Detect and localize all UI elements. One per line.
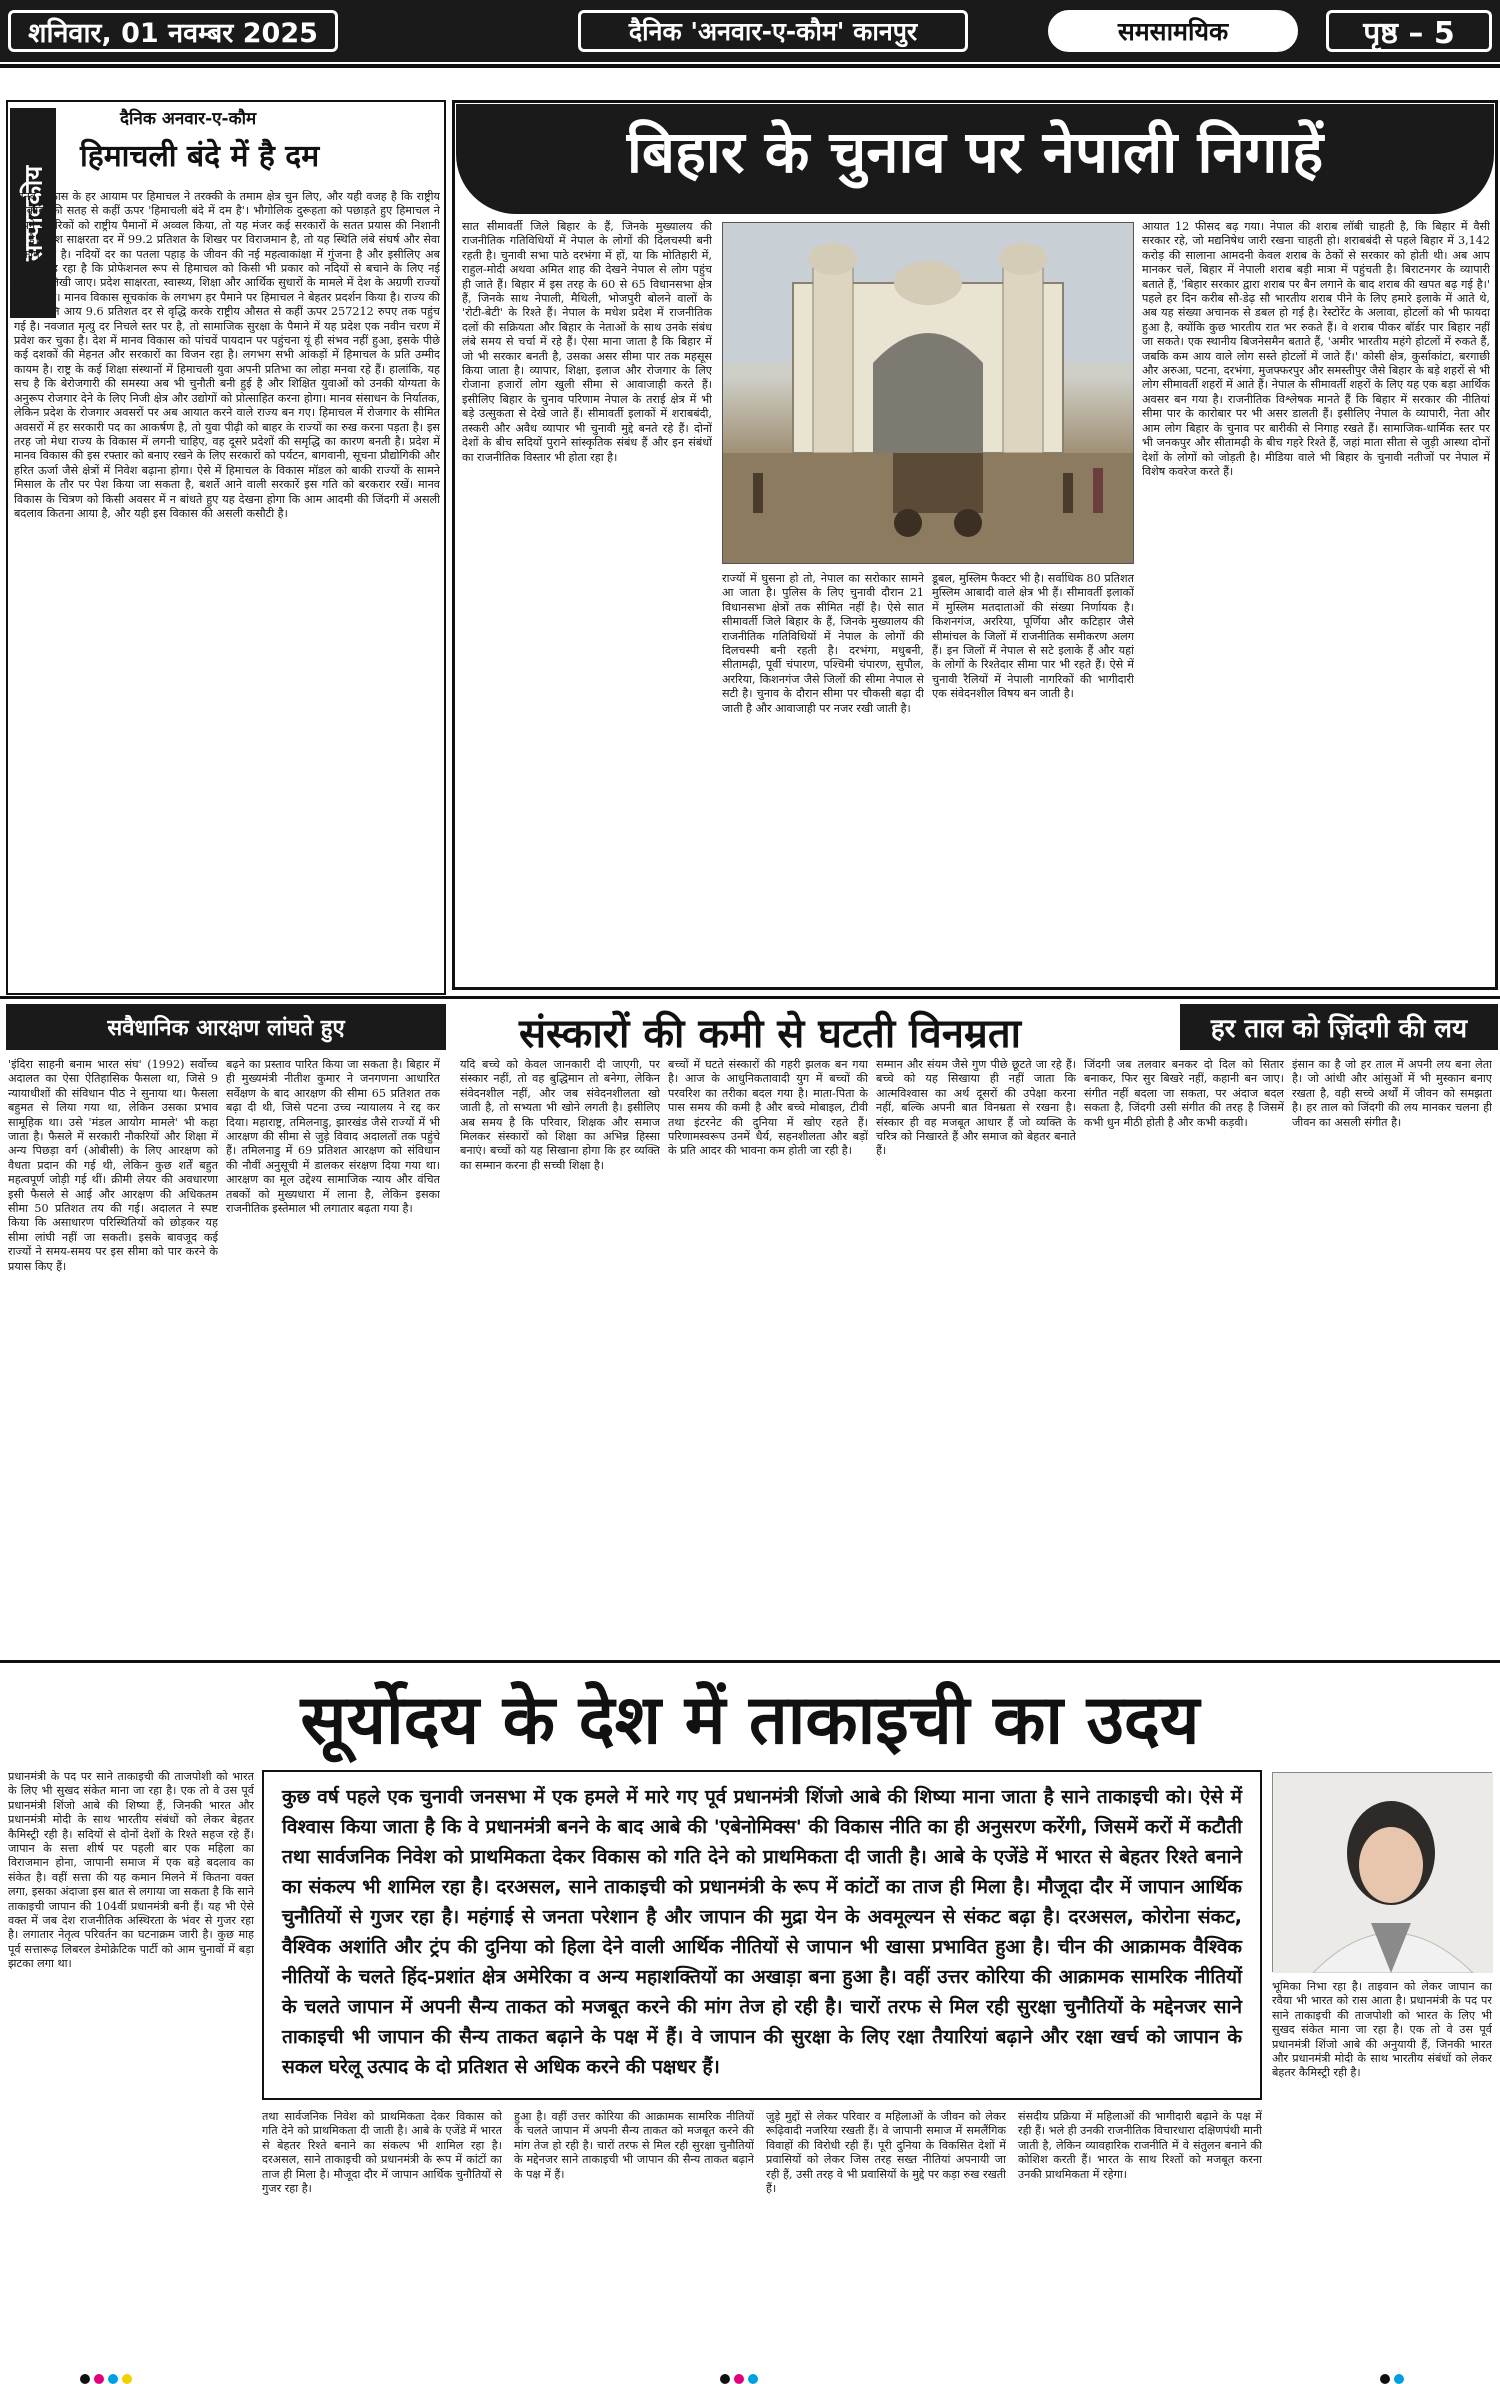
page-number: पृष्ठ – 5: [1326, 10, 1492, 52]
suryoday-column-4: संसदीय प्रक्रिया में महिलाओं की भागीदारी बढ़ाने के पक्ष में रही हैं। भले ही उनकी राजनीतिक विचारधारा दक्षिणपंथी मानी जाती है, लेकिन व्यावहारिक राजनीति में वे संतुलन बनाने की कोशिश करती हैं। भारत के साथ रिश्तों को मजबूत करना उनकी प्राथमिकता में रहेगा।: [1018, 2110, 1262, 2181]
hartal-column-2: इंसान का है जो हर ताल में अपनी लय बना लेता है। जो आंधी और आंसुओं में भी मुस्कान बनाए रखता है, वही सच्चे अर्थों में जीवन को समझता है। हर ताल को जिंदगी की लय मानकर चलना ही जीवन का असली संगीत है।: [1292, 1058, 1492, 1129]
registration-mark: [734, 2374, 744, 2384]
sanskar-title: संस्कारों की कमी से घटती विनम्रता: [519, 1011, 1021, 1057]
reservation-column-2: बढ़ने का प्रस्ताव पारित किया जा सकता है। बिहार में ही मुख्यमंत्री नीतीश कुमार ने जनगणना आधारित सर्वेक्षण के बाद आरक्षण की सीमा 65 प्रतिशत तक बढ़ा दी थी, जिसे पटना उच्च न्यायालय ने रद्द कर दिया। महाराष्ट्र, तमिलनाडु, झारखंड जैसे राज्यों में भी आरक्षण की सीमा से जुड़े विवाद अदालतों तक पहुंचे हैं। तमिलनाडु में 69 प्रतिशत आरक्षण को संविधान की नौवीं अनुसूची में डालकर संरक्षण दिया गया था। आरक्षण का मूल उद्देश्य सामाजिक न्याय और वंचित तबकों को मुख्यधारा में लाना है, लेकिन इसका राजनीतिक इस्तेमाल भी लगातार बढ़ता गया है।: [226, 1058, 440, 1216]
editorial-publication: दैनिक अनवार-ए-कौम: [120, 109, 257, 129]
editorial-side-label: सम्पादकीय: [10, 108, 56, 318]
editorial-title: हिमाचली बंदे में है दम: [80, 139, 320, 174]
sanskar-column-1: यदि बच्चे को केवल जानकारी दी जाएगी, पर संस्कार नहीं, तो वह बुद्धिमान तो बनेगा, लेकिन संवेदनशील नहीं, और जब संवेदनशीलता खो जाती है, तो सभ्यता भी खोने लगती है। इसीलिए अब समय है कि परिवार, शिक्षक और समाज मिलकर संस्कारों को शिक्षा का अभिन्न हिस्सा बनाएं। बच्चों को यह सिखाना होगा कि हर व्यक्ति का सम्मान करना ही सच्ची शिक्षा है।: [460, 1058, 660, 1172]
sanskar-column-3: सम्मान और संयम जैसे गुण पीछे छूटते जा रहे हैं। बच्चे को यह सिखाया ही नहीं जाता कि आत्मविश्वास का अर्थ दूसरों की उपेक्षा करना नहीं, बल्कि अपनी बात विनम्रता से रखना है। संस्कार ही वह मजबूत आधार हैं जो व्यक्ति के चरित्र को निखारते हैं और समाज को बेहतर बनाते हैं।: [876, 1058, 1076, 1158]
suryoday-column-2: हुआ है। वहीं उत्तर कोरिया की आक्रामक सामरिक नीतियों के चलते जापान में अपनी सैन्य ताकत को मजबूत करने की मांग तेज हो रही है। चारों तरफ से मिल रही सुरक्षा चुनौतियों के मद्देनजर साने ताकाइची भी जापान की सैन्य ताकत बढ़ाने के पक्ष में हैं।: [514, 2110, 754, 2181]
sanskar-column-2: बच्चों में घटते संस्कारों की गहरी झलक बन गया है। आज के आधुनिकतावादी युग में बच्चों की परवरिश का तरीका बदल गया है। माता-पिता के पास समय की कमी है और बच्चे मोबाइल, टीवी तथा इंटरनेट की दुनिया में खोए रहते हैं। परिणामस्वरूप उनमें धैर्य, सहनशीलता और बड़ों के प्रति आदर की भावना कम होती जा रही है।: [668, 1058, 868, 1158]
reservation-title: सवैधानिक आरक्षण लांघते हुए: [6, 1004, 446, 1050]
section-name: समसामयिक: [1048, 10, 1298, 52]
suryoday-left-column: प्रधानमंत्री के पद पर साने ताकाइची की ताजपोशी को भारत के लिए भी सुखद संकेत माना जा रहा है। एक तो वे उस पूर्व प्रधानमंत्री शिंजो आबे की शिष्या हैं, जिनकी भारत और प्रधानमंत्री मोदी के साथ भारतीय संबंधों को लेकर बेहतर कैमिस्ट्री रही है। सदियों से दोनों देशों के रिश्ते सहज रहे हैं। जापान के सत्ता शीर्ष पर पहली बार एक महिला का विराजमान होना, जापानी समाज में एक बड़े बदलाव का संकेत है। वहीं सत्ता की यह कमान मिलने में कितना वक्त लगा, इसका अंदाजा इस बात से लगाया जा सकता है कि साने ताकाइची जापान की 104वीं प्रधानमंत्री बनी हैं। यह भी ऐसे वक्त में जब देश राजनीतिक अस्थिरता के भंवर से गुजर रहा है। लगातार नेतृत्व परिवर्तन का घटनाक्रम जारी है। कुछ माह पूर्व सत्तारूढ़ लिबरल डेमोक्रेटिक पार्टी को आम चुनावों में बड़ा झटका लगा था।: [8, 1770, 254, 1971]
takaichi-portrait-photo: [1272, 1772, 1492, 1972]
registration-mark: [720, 2374, 730, 2384]
suryoday-column-1: तथा सार्वजनिक निवेश को प्राथमिकता देकर विकास को गति देने को प्राथमिकता दी जाती है। आबे के एजेंडे में भारत से बेहतर रिश्ते बनाने का संकल्प भी शामिल रहा है। दरअसल, साने ताकाइची को प्रधानमंत्री के रूप में कांटों का ताज ही मिला है। मौजूदा दौर में जापान आर्थिक चुनौतियों से गुजर रहा है।: [262, 2110, 502, 2196]
bihar-column-1: सात सीमावर्ती जिले बिहार के हैं, जिनके मुख्यालय की राजनीतिक गतिविधियों में नेपाल के लोगों की दिलचस्पी बनी रहती है। चुनावी सभा पाठे दरभंगा में हों, या कि मोतिहारी में, राहुल-मोदी अथवा अमित शाह की देखने नेपाल से लोग पहुंच ही जाते हैं। बिहार में इस तरह के 60 से 65 विधानसभा क्षेत्र हैं, जिनके साथ नेपाली, मैथिली, भोजपुरी बोलने वालों के 'रोटी-बेटी' के रिश्ते हैं। नेपाल के मधेश प्रदेश में राजनीतिक दलों की सक्रियता और बिहार के नेताओं के साथ उनके संबंध लंबे समय से चर्चा में रहे हैं। ऐसा माना जाता है कि बिहार में जो भी सरकार बनती है, उसका असर सीमा पार तक महसूस किया जाता है। व्यापार, शिक्षा, इलाज और रोजगार के लिए रोजाना हजारों लोग खुली सीमा से आवाजाही करते हैं। इसीलिए बिहार के चुनाव परिणाम नेपाल के तराई क्षेत्र में भी बड़े उत्सुकता से देखे जाते हैं। सीमावर्ती इलाकों में शराबबंदी, तस्करी और अवैध व्यापार भी चुनावी मुद्दे बनते रहे हैं। दोनों देशों के बीच सदियों पुराने सांस्कृतिक संबंध हैं और इन संबंधों का राजनीतिक विस्तार भी होता रहा है।: [462, 220, 712, 464]
header-rule: [0, 64, 1500, 68]
portrait-illustration-icon: [1273, 1773, 1493, 1973]
registration-mark: [748, 2374, 758, 2384]
editorial-body: मानव विकास के हर आयाम पर हिमाचल ने तरक्की के तमाम क्षेत्र चुन लिए, और यही वजह है कि राष्ट्रीय युवकांक की सतह से कहीं ऊपर 'हिमाचली बंदे में दम है'। भौगोलिक दुरूहता को पछाड़ते हुए हिमाचल ने अपने नागरिकों को राष्ट्रीय पैमानों में अव्वल किया, तो यह मंजर कई सरकारों के सतत प्रयास की निशानी भी है। प्रदेश साक्षरता दर में 99.2 प्रतिशत के शिखर पर विराजमान है, तो यह स्थिति लंबे संघर्ष और सेवा सुकाम की है। नदियों दर का पतला पहाड़ के जीवन की नई महत्वाकांक्षा में गुंजना है और इसीलिए अब सोचना पड़ रहा है कि प्रोफेशनल रूप से हिमाचल को किसी भी प्रकार को नदियों से बचाने के लिए नई पटकथा लिखी जाए। प्रदेश साक्षरता, स्वास्थ्य, शिक्षा और आर्थिक सुधारों के मामले में देश के अग्रणी राज्यों में शुमार है। मानव विकास सूचकांक के लगभग हर पैमाने पर हिमाचल ने बेहतर प्रदर्शन किया है। राज्य की प्रति व्यक्ति आय 9.6 प्रतिशत दर से वृद्धि करके राष्ट्रीय औसत से कहीं ऊपर 257212 रुपए तक पहुंच गई है। नवजात मृत्यु दर निचले स्तर पर है, तो सामाजिक सुरक्षा के पैमाने में यह प्रदेश एक नवीन चरण में प्रवेश कर चुका है। देश में मानव विकास को पांचवें पायदान पर पहुंचना यूं ही संभव नहीं हुआ, इसके पीछे कई दशकों की मेहनत और सरकारों का विजन रहा है। लगभग सभी आंकड़ों में हिमाचल के प्रति उम्मीद कायम है। राष्ट्र के कई शिक्षा संस्थानों में हिमाचली युवा अपनी प्रतिभा का लोहा मनवा रहे हैं। हालांकि, यह सच है कि बेरोजगारी की समस्या अब भी चुनौती बनी हुई है और शिक्षित युवाओं को उनकी योग्यता के अनुरूप रोजगार देने के लिए निजी क्षेत्र और उद्योगों को प्रोत्साहित करना होगा। मानव संसाधन के निर्यातक, लेकिन प्रदेश के रोजगार अवसरों पर अब आयात करने वाले राज्य बन गए। हिमाचल में रोजगार के सीमित अवसरों में हर सरकारी पद का आकर्षण है, तो युवा पीढ़ी को बाहर के राज्यों का रुख करना पड़ता है। इस तरह जो मेधा राज्य के विकास में लगनी चाहिए, वह दूसरे प्रदेशों की समृद्धि का कारण बनती है। प्रदेश में मानव विकास की इस रफ्तार को बनाए रखने के लिए सरकारों को पर्यटन, बागवानी, सूचना प्रौद्योगिकी और हरित ऊर्जा जैसे क्षेत्रों में निवेश बढ़ाना होगा। ऐसे में हिमाचल के विकास मॉडल को बाकी राज्यों के सामने मिसाल के तौर पर पेश किया जा सकता है, बशर्ते आने वाली सरकारें इस गति को बरकरार रखें। मानव विकास के चित्रण को किसी अवसर में न बांधते हुए यह देखना होगा कि आम आदमी की जिंदगी में असली बदलाव कितना आया है, और यही इस विकास की असली कसौटी है।: [14, 190, 440, 520]
registration-mark: [108, 2374, 118, 2384]
paper-name: दैनिक 'अनवार-ए-कौम' कानपुर: [578, 10, 968, 52]
bihar-title: बिहार के चुनाव पर नेपाली निगाहें: [626, 118, 1324, 186]
registration-mark: [122, 2374, 132, 2384]
gate-illustration-icon: [723, 223, 1134, 564]
hartal-column-1: जिंदगी जब तलवार बनकर दो दिल को सितार बनाकर, फिर सुर बिखरे नहीं, कहानी बन जाए। संगीत नहीं बदला जा सकता, पर अंदाज बदल सकता है, जिंदगी उसी संगीत की तरह है जिसमें कभी धुन मीठी होती है और कभी कड़वी।: [1084, 1058, 1284, 1129]
registration-mark: [94, 2374, 104, 2384]
issue-date: शनिवार, 01 नवम्बर 2025: [8, 10, 338, 52]
hartal-title: हर ताल को ज़िंदगी की लय: [1180, 1004, 1498, 1050]
suryoday-column-3: जुड़े मुद्दों से लेकर परिवार व महिलाओं के जीवन को लेकर रूढ़िवादी नजरिया रखती हैं। वे जापानी समाज में समलैंगिक विवाहों की विरोधी रही हैं। पूरी दुनिया के विकसित देशों में प्रवासियों को लेकर जिस तरह सख्त नीतियां अपनायी जा रही हैं, उसी तरह वे भी प्रवासियों के मुद्दे पर कड़ा रुख रखती हैं।: [766, 2110, 1006, 2196]
bihar-column-4: आयात 12 फीसद बढ़ गया। नेपाल की शराब लॉबी चाहती है, कि बिहार में वैसी सरकार रहे, जो मद्यनिषेध जारी रखना चाहती हो। शराबबंदी से पहले बिहार में 3,142 करोड़ की सालाना आमदनी केवल शराब के ठेकों से सरकार को होती थी। अब आप मानकर चलें, बिहार में नेपाली शराब बड़ी मात्रा में पहुंचती है। बिराटनगर के व्यापारी बताते हैं, 'बिहार सरकार द्वारा शराब पर बैन लगाने के बाद शराब की खपत बढ़ गई है।' पहले हर दिन करीब सौ-डेढ़ सौ भारतीय शराब पीने के लिए हमारे इलाके में आते थे, अब यह संख्या अचानक से डबल हो गई है। रेस्टोरेंट के अलावा, होटलों को भी फायदा हुआ है, क्योंकि कुछ भारतीय रात भर रुकते हैं। वे शराब पीकर बॉर्डर पार बिहार नहीं जा सकते। एक स्थानीय बिजनेसमैन बताते हैं, 'अमीर भारतीय महंगे होटलों में रुकते हैं, जबकि कम आय वाले लोग सस्ते होटलों में जाते हैं।' कोसी क्षेत्र, कुर्साकांटा, बरगाछी और अरुआ, पटना, दरभंगा, मुजफ्फरपुर और समस्तीपुर जैसे बिहार के बड़े शहरों से भी लोग सीमावर्ती शहरों में आते हैं। नेपाल के सीमावर्ती शहरों के लिए यह एक बड़ा आर्थिक अवसर बन गया है। राजनीतिक विश्लेषक मानते हैं कि बिहार में सरकार की नीतियां सीमा पार के कारोबार पर भी असर डालती हैं। इसीलिए नेपाल के व्यापारी, नेता और आम लोग बिहार के चुनाव पर बारीकी से निगाह रखते हैं। सामाजिक-धार्मिक स्तर पर भी जनकपुर और सीतामढ़ी के बीच गहरे रिश्ते हैं, जहां माता सीता से जुड़ी आस्था दोनों देशों के लोगों को जोड़ती है। मीडिया वाले भी बिहार के चुनावी नतीजों पर नेपाल में विशेष कवरेज करते हैं।: [1142, 220, 1490, 478]
suryoday-title: सूर्योदय के देश में ताकाइची का उदय: [300, 1681, 1200, 1760]
row-rule-3: [0, 1660, 1500, 1663]
registration-mark: [1380, 2374, 1390, 2384]
bihar-column-3: डूबल, मुस्लिम फैक्टर भी है। सर्वाधिक 80 प्रतिशत मुस्लिम आबादी वाले क्षेत्र भी हैं। सीमावर्ती इलाकों में मुस्लिम मतदाताओं की संख्या निर्णायक है। किशनगंज, अररिया, पूर्णिया और कटिहार जैसे सीमांचल के जिलों में राजनीतिक समीकरण अलग हैं। इन जिलों में नेपाल से सटे इलाके हैं और यहां के लोगों के रिश्तेदार सीमा पार भी रहते हैं। ऐसे में चुनावी रैलियों में नेपाली नागरिकों की भागीदारी एक संवेदनशील विषय बन जाती है।: [932, 572, 1134, 701]
bihar-gate-photo: [722, 222, 1134, 564]
registration-mark: [1394, 2374, 1404, 2384]
suryoday-deck: कुछ वर्ष पहले एक चुनावी जनसभा में एक हमले में मारे गए पूर्व प्रधानमंत्री शिंजो आबे की शिष्या माना जाता है साने ताकाइची को। ऐसे में विश्वास किया जाता है कि वे प्रधानमंत्री बनने के बाद आबे की 'एबेनोमिक्स' की विकास नीति का ही अनुसरण करेंगी, जिसमें करों में कटौती तथा सार्वजनिक निवेश को प्राथमिकता देकर विकास को गति देने को प्राथमिकता दी जाती है। आबे के एजेंडे में भारत से बेहतर रिश्ते बनाने का संकल्प भी शामिल रहा है। दरअसल, साने ताकाइची को प्रधानमंत्री के रूप में कांटों का ताज ही मिला है। मौजूदा दौर में जापान आर्थिक चुनौतियों से गुजर रहा है। महंगाई से जनता परेशान है और जापान की मुद्रा येन के अवमूल्यन से संकट बढ़ा है। दरअसल, कोरोना संकट, वैश्विक अशांति और ट्रंप की दुनिया को हिला देने वाली आर्थिक नीतियों से जापान भी खासा प्रभावित हुआ है। चीन की आक्रामक वैश्विक नीतियों के चलते हिंद-प्रशांत क्षेत्र अमेरिका व अन्य महाशक्तियों का अखाड़ा बना हुआ है। वहीं उत्तर कोरिया की आक्रामक सामरिक नीतियों के चलते जापान में अपनी सैन्य ताकत को मजबूत करने की मांग तेज हो रही है। चारों तरफ से मिल रही सुरक्षा चुनौतियों के मद्देनजर साने ताकाइची भी जापान की सैन्य ताकत बढ़ाने के पक्ष में हैं। वे जापान की सुरक्षा के लिए रक्षा तैयारियां बढ़ाने और रक्षा खर्च को जापान के सकल घरेलू उत्पाद के दो प्रतिशत से अधिक करने की पक्षधर हैं।: [262, 1770, 1262, 2100]
row-rule-2: [0, 996, 1500, 999]
bihar-column-2: राज्यों में घुसना हो तो, नेपाल का सरोकार सामने आ जाता है। पुलिस के लिए चुनावी दौरान 21 विधानसभा क्षेत्रों तक सीमित नहीं है। ऐसे सात सीमावर्ती जिले बिहार के हैं, जिनके मुख्यालय की राजनीतिक गतिविधियों में नेपाल के लोगों की दिलचस्पी बनी रहती है। दरभंगा, मधुबनी, सीतामढ़ी, पूर्वी चंपारण, पश्चिमी चंपारण, सुपौल, अररिया, किशनगंज जैसे जिलों की सीमा नेपाल से सटी है। चुनाव के दौरान सीमा पर चौकसी बढ़ा दी जाती है और आवाजाही पर नजर रखी जाती है।: [722, 572, 924, 715]
registration-mark: [80, 2374, 90, 2384]
suryoday-right-column: भूमिका निभा रहा है। ताइवान को लेकर जापान का रवैया भी भारत को रास आता है। प्रधानमंत्री के पद पर साने ताकाइची की ताजपोशी को भारत के लिए भी सुखद संकेत माना जा रहा है। एक तो वे उस पूर्व प्रधानमंत्री शिंजो आबे की अनुयायी हैं, जिनकी भारत और प्रधानमंत्री मोदी के साथ भारतीय संबंधों को लेकर बेहतर कैमिस्ट्री रही है।: [1272, 1980, 1492, 2080]
reservation-column-1: 'इंदिरा साहनी बनाम भारत संघ' (1992) सर्वोच्च अदालत का ऐसा ऐतिहासिक फैसला था, जिसे 9 न्यायाधीशों की संविधान पीठ ने सुनाया था। फैसला बहुमत से लिया गया था, लेकिन उसका प्रभाव सामूहिक था। उसे 'मंडल आयोग मामले' भी कहा जाता है। फैसले में सरकारी नौकरियों और शिक्षा में अन्य पिछड़ा वर्ग (ओबीसी) के लिए आरक्षण को वैधता प्रदान की गई थी, लेकिन कुछ शर्तें बहुत महत्वपूर्ण जोड़ी गई थीं। क्रीमी लेयर की अवधारणा इसी फैसले से आई और आरक्षण की अधिकतम सीमा 50 प्रतिशत तय की गई। अदालत ने स्पष्ट किया कि असाधारण परिस्थितियों को छोड़कर यह सीमा लांघी नहीं जा सकती। इसके बावजूद कई राज्यों ने समय-समय पर इस सीमा को पार करने के प्रयास किए हैं।: [8, 1058, 218, 1273]
